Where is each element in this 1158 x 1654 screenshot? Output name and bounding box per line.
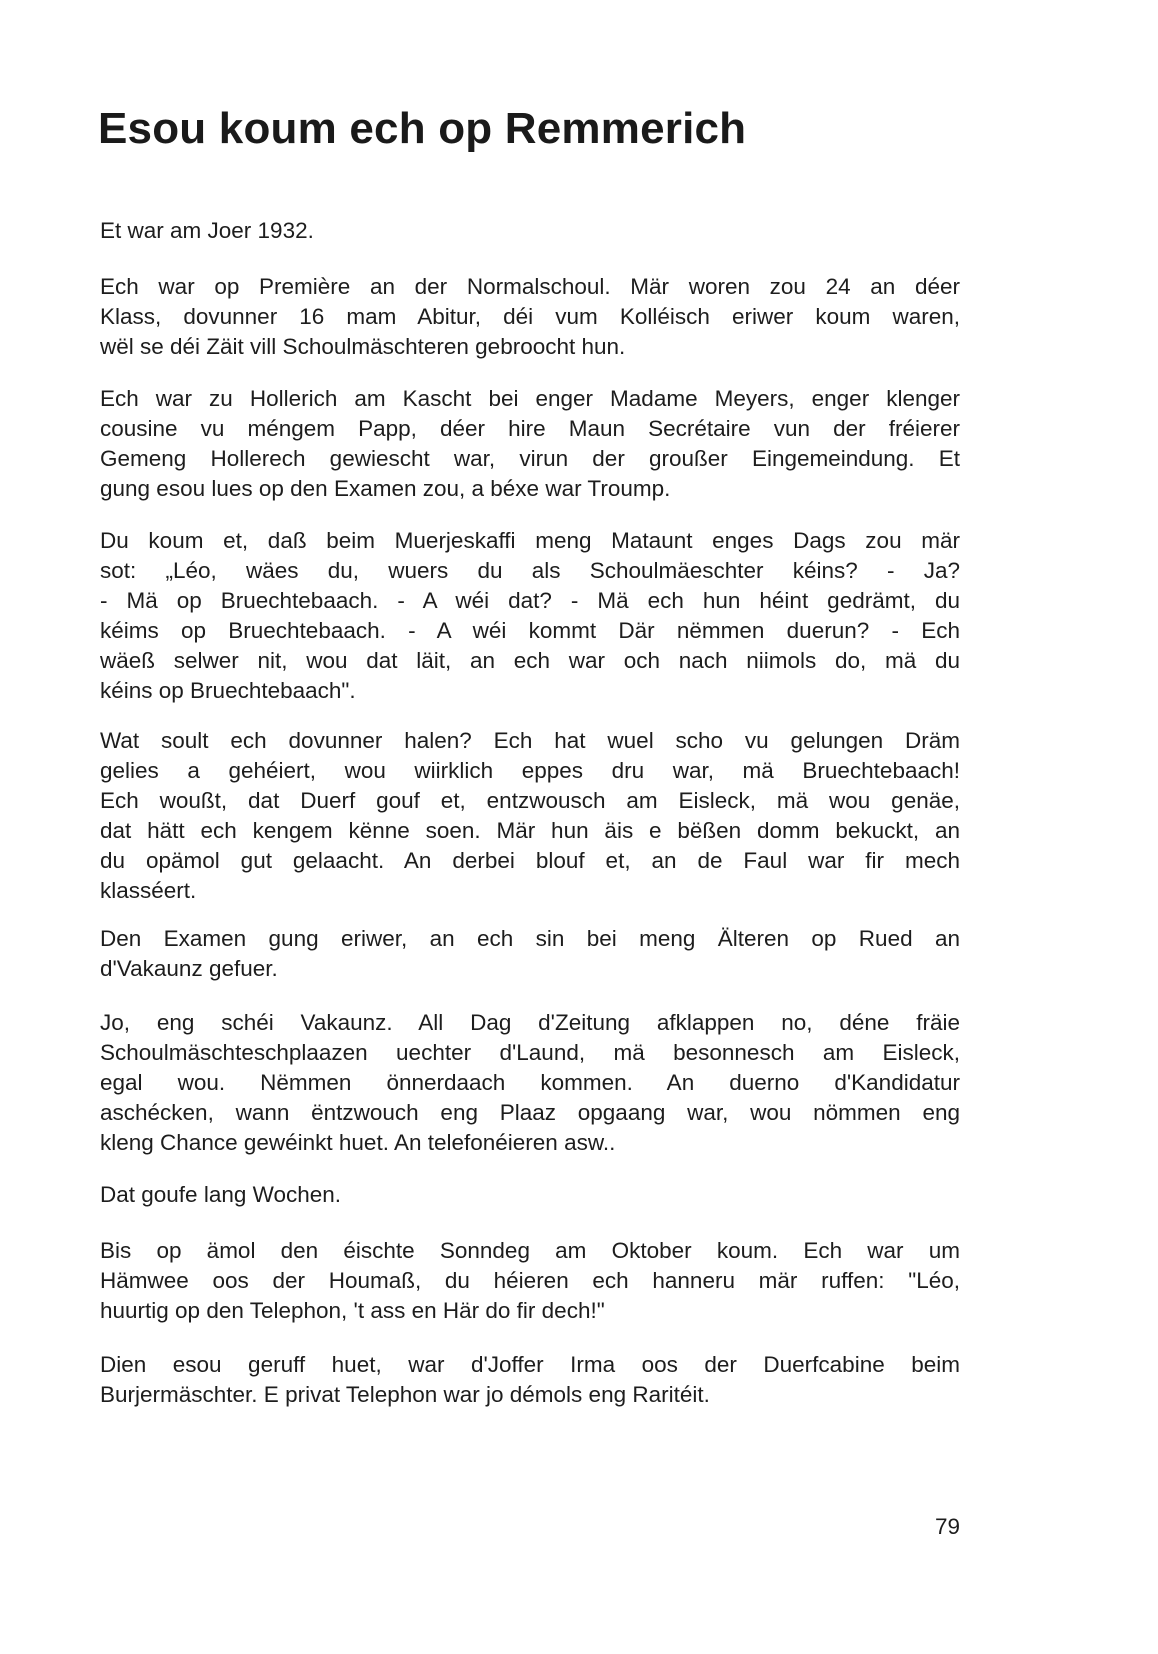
paragraph-9 (100, 1236, 960, 1326)
paragraph-3 (100, 384, 960, 504)
paragraph-4 (100, 526, 960, 706)
paragraph-7 (100, 1008, 960, 1158)
text-line: egal wou. Nëmmen önnerdaach kommen. An duerno d'Kandidatur (100, 1070, 960, 1095)
text-line: Dat goufe lang Wochen. (100, 1182, 341, 1207)
text-line: gung esou lues op den Examen zou, a béxe war Troump. (100, 476, 671, 501)
page-number: 79 (934, 1514, 960, 1539)
text-line: Dien esou geruff huet, war d'Joffer Irma oos der Duerfcabine beim (100, 1352, 960, 1377)
text-line: kleng Chance gewéinkt huet. An telefonéieren asw.. (100, 1130, 616, 1155)
text-line: Jo, eng schéi Vakaunz. All Dag d'Zeitung afklappen no, déne fräie (100, 1010, 960, 1035)
text-line: dat hätt ech kengem kënne soen. Mär hun äis e bëßen domm bekuckt, an (100, 818, 960, 843)
text-line: Du koum et, daß beim Muerjeskaffi meng Mataunt enges Dags zou mär (100, 528, 960, 553)
text-line: kéins op Bruechtebaach". (100, 678, 356, 703)
text-line: wäeß selwer nit, wou dat läit, an ech war och nach niimols do, mä du (100, 648, 960, 673)
text-line: Gemeng Hollerech gewiescht war, virun der groußer Eingemeindung. Et (100, 446, 960, 471)
text-line: du opämol gut gelaacht. An derbei blouf et, an de Faul war fir mech (100, 848, 960, 873)
paragraph-5 (100, 726, 960, 906)
text-line: Ech war op Première an der Normalschoul. Mär woren zou 24 an déer (100, 274, 960, 299)
text-line: - Mä op Bruechtebaach. - A wéi dat? - Mä ech hun héint gedrämt, du (100, 588, 960, 613)
text-line: Burjermäschter. E privat Telephon war jo démols eng Raritéit. (100, 1382, 710, 1407)
text-line: cousine vu méngem Papp, déer hire Maun Secrétaire vun der fréierer (100, 416, 960, 441)
text-line: kéims op Bruechtebaach. - A wéi kommt Där nëmmen duerun? - Ech (100, 618, 960, 643)
text-line: aschécken, wann ëntzwouch eng Plaaz opgaang war, wou nömmen eng (100, 1100, 960, 1125)
text-line: Ech war zu Hollerich am Kascht bei enger Madame Meyers, enger klenger (100, 386, 960, 411)
text-line: d'Vakaunz gefuer. (100, 956, 278, 981)
text-line: gelies a gehéiert, wou wiirklich eppes dru war, mä Bruechtebaach! (100, 758, 960, 783)
paragraph-1 (100, 216, 960, 246)
paragraph-6 (100, 924, 960, 984)
text-line: Et war am Joer 1932. (100, 218, 314, 243)
text-line: sot: „Léo, wäes du, wuers du als Schoulmäeschter kéins? - Ja? (100, 558, 960, 583)
text-line: Ech woußt, dat Duerf gouf et, entzwousch am Eisleck, mä wou genäe, (100, 788, 960, 813)
paragraph-2 (100, 272, 960, 362)
text-line: Schoulmäschteschplaazen uechter d'Laund, mä besonnesch am Eisleck, (100, 1040, 960, 1065)
paragraph-10 (100, 1350, 960, 1410)
text-line: Den Examen gung eriwer, an ech sin bei meng Älteren op Rued an (100, 926, 960, 951)
text-line: Klass, dovunner 16 mam Abitur, déi vum Kolléisch eriwer koum waren, (100, 304, 960, 329)
text-line: Hämwee oos der Houmaß, du héieren ech hanneru mär ruffen: "Léo, (100, 1268, 960, 1293)
text-line: klasséert. (100, 878, 197, 903)
page-title: Esou koum ech op Remmerich (98, 104, 747, 153)
paragraph-8 (100, 1180, 960, 1210)
text-line: wël se déi Zäit vill Schoulmäschteren gebroocht hun. (100, 334, 626, 359)
text-line: Bis op ämol den éischte Sonndeg am Oktober koum. Ech war um (100, 1238, 960, 1263)
text-line: huurtig op den Telephon, 't ass en Här do fir dech!" (100, 1298, 605, 1323)
text-line: Wat soult ech dovunner halen? Ech hat wuel scho vu gelungen Dräm (100, 728, 960, 753)
